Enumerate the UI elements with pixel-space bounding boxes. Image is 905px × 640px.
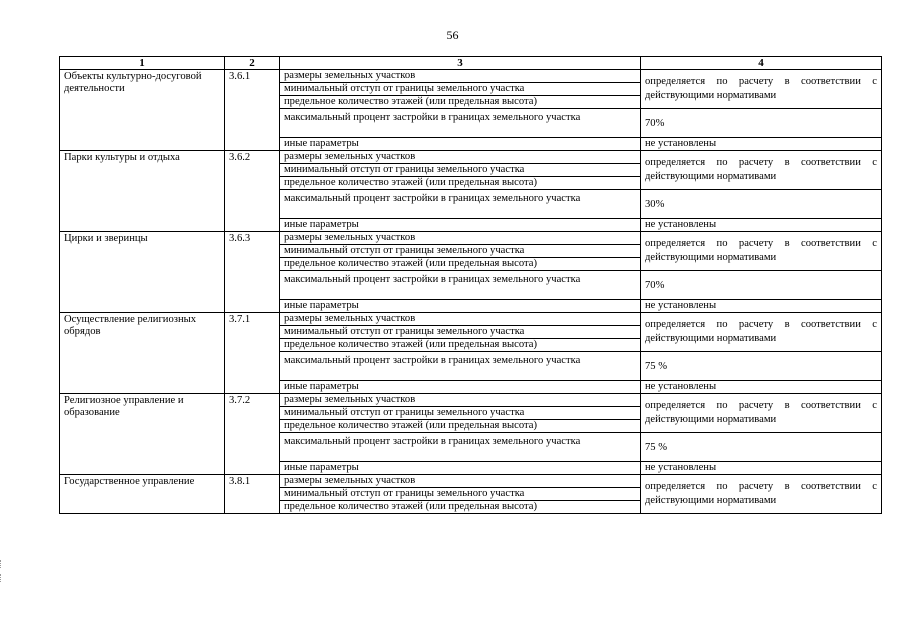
param-max-floors: предельное количество этажей (или предельная высота) <box>280 177 641 190</box>
table-row <box>60 475 882 488</box>
param-land-size: размеры земельных участков <box>280 313 641 326</box>
value-not-set: не установлены <box>641 138 882 151</box>
param-land-size: размеры земельных участков <box>280 70 641 83</box>
header-col-3: 3 <box>280 57 641 70</box>
param-max-floors: предельное количество этажей (или предельная высота) <box>280 420 641 433</box>
param-land-size: размеры земельных участков <box>280 151 641 164</box>
header-col-2: 2 <box>225 57 280 70</box>
value-coverage-percent: 70% <box>641 271 882 300</box>
table-header-row <box>60 57 882 70</box>
table-row <box>60 151 882 164</box>
page-number: 56 <box>446 28 459 42</box>
param-min-setback: минимальный отступ от границы земельного участка <box>280 245 641 258</box>
value-coverage-percent: 75 % <box>641 352 882 381</box>
value-not-set: не установлены <box>641 219 882 232</box>
table-row <box>60 394 882 407</box>
use-type-code: 3.7.2 <box>225 394 280 475</box>
param-max-coverage: максимальный процент застройки в границах земельного участка <box>280 433 641 462</box>
use-type-code: 3.8.1 <box>225 475 280 514</box>
value-not-set: не установлены <box>641 462 882 475</box>
table-row <box>60 232 882 245</box>
param-min-setback: минимальный отступ от границы земельного участка <box>280 164 641 177</box>
param-other: иные параметры <box>280 462 641 475</box>
value-by-calculation: определяется по расчету в соответствии с действующими нормативами <box>641 313 882 352</box>
value-by-calculation: определяется по расчету в соответствии с действующими нормативами <box>641 70 882 109</box>
scan-edge-mark <box>0 560 5 568</box>
use-type-code: 3.6.1 <box>225 70 280 151</box>
scan-edge-mark <box>0 574 5 582</box>
value-not-set: не установлены <box>641 381 882 394</box>
param-other: иные параметры <box>280 300 641 313</box>
param-max-floors: предельное количество этажей (или предельная высота) <box>280 96 641 109</box>
table-row <box>60 313 882 326</box>
param-min-setback: минимальный отступ от границы земельного участка <box>280 83 641 96</box>
param-min-setback: минимальный отступ от границы земельного участка <box>280 407 641 420</box>
header-col-1: 1 <box>60 57 225 70</box>
param-other: иные параметры <box>280 219 641 232</box>
param-other: иные параметры <box>280 381 641 394</box>
param-other: иные параметры <box>280 138 641 151</box>
param-max-floors: предельное количество этажей (или предельная высота) <box>280 501 641 514</box>
use-type-code: 3.6.3 <box>225 232 280 313</box>
param-max-coverage: максимальный процент застройки в границах земельного участка <box>280 109 641 138</box>
param-min-setback: минимальный отступ от границы земельного участка <box>280 326 641 339</box>
value-coverage-percent: 70% <box>641 109 882 138</box>
table-row <box>60 70 882 83</box>
value-not-set: не установлены <box>641 300 882 313</box>
use-type-name: Парки культуры и отдыха <box>60 151 225 232</box>
value-coverage-percent: 75 % <box>641 433 882 462</box>
value-by-calculation: определяется по расчету в соответствии с действующими нормативами <box>641 232 882 271</box>
zoning-parameters-table <box>59 56 882 514</box>
use-type-name: Осуществление религиозных обрядов <box>60 313 225 394</box>
value-by-calculation: определяется по расчету в соответствии с действующими нормативами <box>641 394 882 433</box>
param-land-size: размеры земельных участков <box>280 475 641 488</box>
use-type-name: Объекты культурно-досуговой деятельности <box>60 70 225 151</box>
param-max-coverage: максимальный процент застройки в границах земельного участка <box>280 190 641 219</box>
value-by-calculation: определяется по расчету в соответствии с действующими нормативами <box>641 151 882 190</box>
value-by-calculation: определяется по расчету в соответствии с действующими нормативами <box>641 475 882 514</box>
use-type-name: Государственное управление <box>60 475 225 514</box>
use-type-name: Религиозное управление и образование <box>60 394 225 475</box>
use-type-name: Цирки и зверинцы <box>60 232 225 313</box>
use-type-code: 3.6.2 <box>225 151 280 232</box>
param-max-coverage: максимальный процент застройки в границах земельного участка <box>280 352 641 381</box>
header-col-4: 4 <box>641 57 882 70</box>
param-land-size: размеры земельных участков <box>280 394 641 407</box>
value-coverage-percent: 30% <box>641 190 882 219</box>
param-max-floors: предельное количество этажей (или предельная высота) <box>280 339 641 352</box>
param-max-coverage: максимальный процент застройки в границах земельного участка <box>280 271 641 300</box>
param-max-floors: предельное количество этажей (или предельная высота) <box>280 258 641 271</box>
param-min-setback: минимальный отступ от границы земельного участка <box>280 488 641 501</box>
param-land-size: размеры земельных участков <box>280 232 641 245</box>
use-type-code: 3.7.1 <box>225 313 280 394</box>
